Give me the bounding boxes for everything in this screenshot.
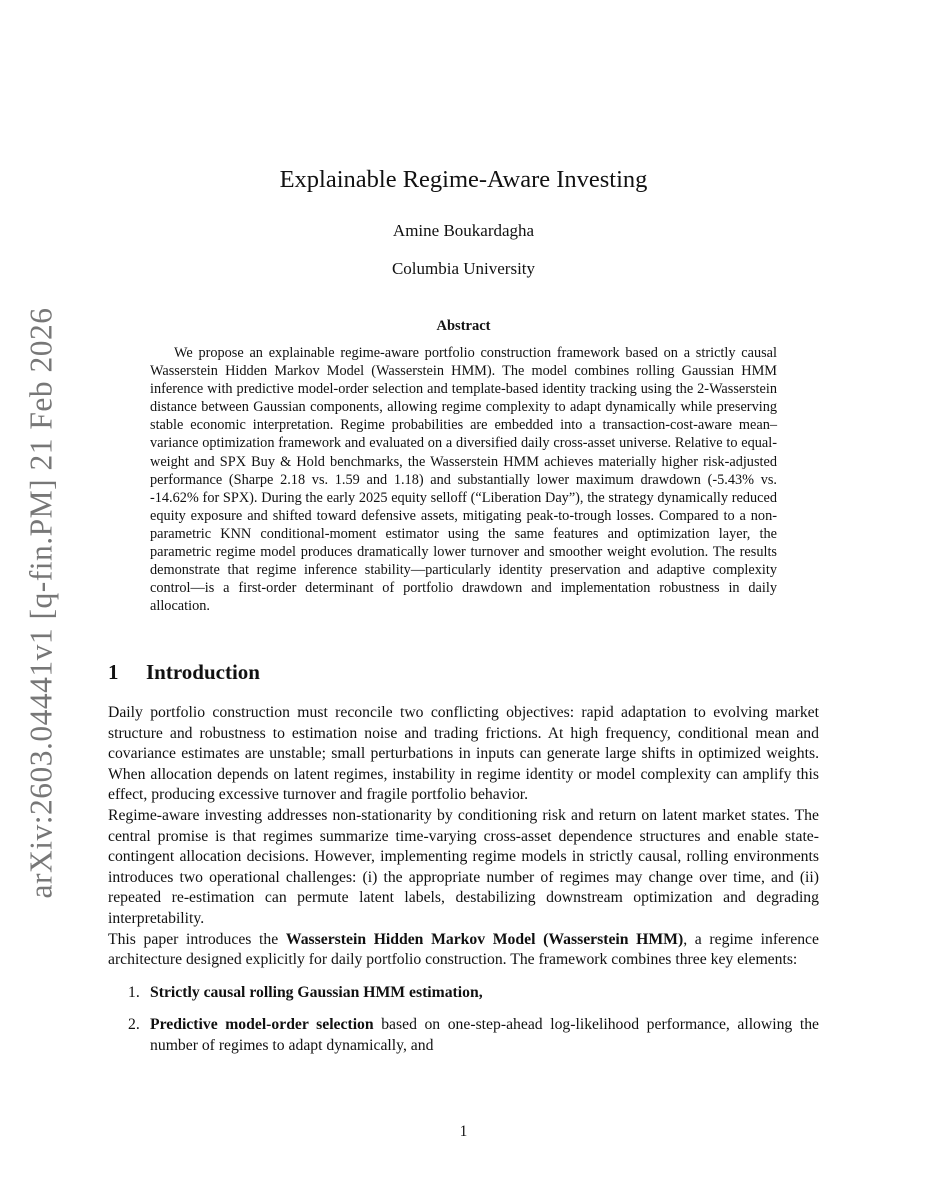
contribution-list bbox=[108, 983, 819, 1057]
list-item-bold: Predictive model-order selection bbox=[150, 1016, 374, 1034]
paragraph: Daily portfolio construction must reconcile two conflicting objectives: rapid adaptation to evolving market structure and robustness to estimation noise and trading frictions. At high frequency, conditional mean and covariance estimates are unstable; small perturbations in inputs can generate large shifts in optimized weights. When allocation depends on latent regimes, instability in regime identity or model complexity can amplify this effect, producing excessive turnover and fragile portfolio behavior. bbox=[108, 704, 819, 804]
list-marker: 1. bbox=[128, 983, 140, 1001]
abstract-heading: Abstract bbox=[436, 318, 491, 334]
section-heading bbox=[108, 660, 260, 685]
paragraph-text: , a regime inference architecture designed explicitly for daily portfolio construction. The framework combines three key elements: bbox=[108, 930, 819, 969]
abstract-text: We propose an explainable regime-aware portfolio construction framework based on a strictly causal Wasserstein Hidden Markov Model (Wasserstein HMM). The model combines rolling Gaussian HMM inference with predictive model-order selection and template-based identity tracking using the 2-Wasserstein distance between Gaussian components, allowing regime complexity to adapt dynamically while preserving stable economic interpretation. Regime probabilities are embedded into a transaction-cost-aware mean–variance optimization framework and evaluated on a diversified daily cross-asset universe. Relative to equal-weight and SPX Buy & Hold benchmarks, the Wasserstein HMM achieves materially higher risk-adjusted performance (Sharpe 2.18 vs. 1.59 and 1.18) and substantially lower maximum drawdown (-5.43% vs. -14.62% for SPX). During the early 2025 equity selloff (“Liberation Day”), the strategy dynamically reduced equity exposure and shifted toward defensive assets, mitigating peak-to-trough losses. Compared to a non-parametric KNN conditional-moment estimator using the same features and optimization layer, the parametric regime model produces dramatically lower turnover and smoother weight evolution. The results demonstrate that regime inference stability—particularly identity preservation and adaptive complexity control—is a first-order determinant of portfolio drawdown and implementation robustness in daily allocation. bbox=[150, 345, 777, 615]
paragraph bbox=[108, 930, 819, 971]
author-affiliation: Columbia University bbox=[391, 259, 536, 278]
list-item bbox=[108, 983, 819, 1004]
paragraph-text: This paper introduces the bbox=[108, 930, 286, 948]
arxiv-identifier bbox=[18, 307, 64, 898]
list-item-text: based on one-step-ahead log-likelihood performance, allowing the number of regimes to adapt dynamically, and bbox=[150, 1016, 819, 1054]
arxiv-identifier-text: arXiv:2603.04441v1 [q-fin.PM] 21 Feb 2026 bbox=[23, 307, 58, 898]
section-number: 1 bbox=[108, 660, 119, 684]
section-title: Introduction bbox=[146, 660, 260, 684]
paper-title: Explainable Regime-Aware Investing bbox=[279, 166, 648, 193]
list-item-bold: Strictly causal rolling Gaussian HMM estimation, bbox=[150, 983, 483, 1001]
list-marker: 2. bbox=[128, 1016, 140, 1034]
list-item bbox=[108, 1015, 819, 1056]
paragraph: Regime-aware investing addresses non-stationarity by conditioning risk and return on latent market states. The central promise is that regimes summarize time-varying cross-asset dependence structures and enable state-contingent allocation decisions. However, implementing regime models in strictly causal, rolling environments introduces two operational challenges: (i) the appropriate number of regimes may change over time, and (ii) repeated re-estimation can permute latent labels, destabilizing downstream optimization and degrading interpretability. bbox=[108, 806, 819, 927]
model-name-bold: Wasserstein Hidden Markov Model (Wasserstein HMM) bbox=[285, 930, 684, 948]
introduction-body bbox=[108, 703, 819, 1069]
page-number: 1 bbox=[459, 1123, 468, 1140]
author-name: Amine Boukardagha bbox=[392, 221, 535, 240]
